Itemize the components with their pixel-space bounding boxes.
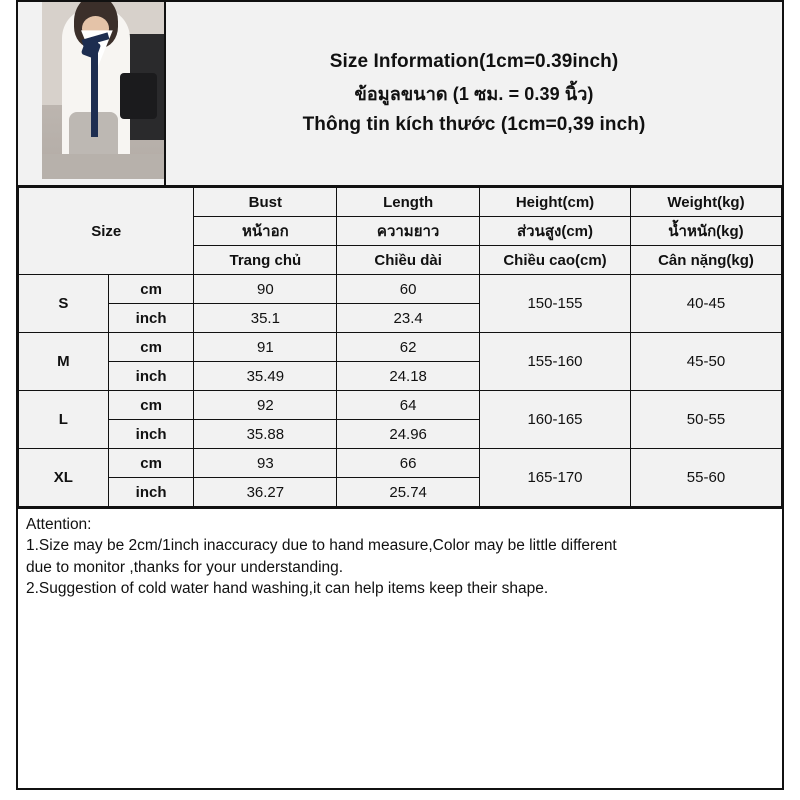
header-bust-vi: Trang chủ [194,246,337,275]
header-bust-th: หน้าอก [194,217,337,246]
header-bust-en: Bust [194,188,337,217]
bust-inch-s: 35.1 [194,304,337,333]
bust-inch-m: 35.49 [194,362,337,391]
table-header-row-en [19,188,782,217]
row-size-l: L [19,391,109,449]
bust-cm-l: 92 [194,391,337,420]
height-m: 155-160 [480,333,631,391]
height-l: 160-165 [480,391,631,449]
unit-cm: cm [108,391,194,420]
height-s: 150-155 [480,275,631,333]
bust-inch-xl: 36.27 [194,478,337,507]
header-weight-th: น้ำหนัก(kg) [630,217,781,246]
bust-inch-l: 35.88 [194,420,337,449]
length-cm-xl: 66 [337,449,480,478]
product-photo-cell [18,2,166,185]
title-line-th: ข้อมูลขนาด (1 ซม. = 0.39 นิ้ว) [354,84,594,104]
length-inch-m: 24.18 [337,362,480,391]
attention-heading: Attention: [26,516,92,533]
unit-inch: inch [108,362,194,391]
title-block [166,2,782,185]
weight-xl: 55-60 [630,449,781,507]
unit-inch: inch [108,478,194,507]
title-line-en: Size Information(1cm=0.39inch) [329,51,619,72]
unit-cm: cm [108,275,194,304]
table-row [19,333,782,362]
unit-inch: inch [108,304,194,333]
row-size-m: M [19,333,109,391]
length-cm-m: 62 [337,333,480,362]
bust-cm-s: 90 [194,275,337,304]
unit-cm: cm [108,449,194,478]
weight-m: 45-50 [630,333,781,391]
length-inch-s: 23.4 [337,304,480,333]
table-row [19,449,782,478]
row-size-s: S [19,275,109,333]
header-weight-vi: Cân nặng(kg) [630,246,781,275]
row-size-xl: XL [19,449,109,507]
size-header-cell: Size [19,188,194,275]
attention-line-2: due to monitor ,thanks for your understanding. [26,558,344,576]
size-table [18,187,782,507]
header-height-en: Height(cm) [480,188,631,217]
length-inch-xl: 25.74 [337,478,480,507]
product-photo [42,2,164,179]
header-weight-en: Weight(kg) [630,188,781,217]
attention-line-1: 1.Size may be 2cm/1inch inaccuracy due to hand measure,Color may be little different [26,537,617,555]
weight-l: 50-55 [630,391,781,449]
chart-header [18,2,782,187]
header-length-th: ความยาว [337,217,480,246]
header-length-en: Length [337,188,480,217]
length-inch-l: 24.96 [337,420,480,449]
weight-s: 40-45 [630,275,781,333]
size-chart-sheet [16,0,784,790]
unit-cm: cm [108,333,194,362]
attention-block [18,507,782,788]
height-xl: 165-170 [480,449,631,507]
bust-cm-xl: 93 [194,449,337,478]
length-cm-s: 60 [337,275,480,304]
table-row [19,391,782,420]
header-length-vi: Chiều dài [337,246,480,275]
header-height-th: ส่วนสูง(cm) [480,217,631,246]
bust-cm-m: 91 [194,333,337,362]
length-cm-l: 64 [337,391,480,420]
unit-inch: inch [108,420,194,449]
header-height-vi: Chiều cao(cm) [480,246,631,275]
table-row [19,275,782,304]
title-line-vi: Thông tin kích thước (1cm=0,39 inch) [302,114,646,135]
attention-line-3: 2.Suggestion of cold water hand washing,it can help items keep their shape. [26,580,549,598]
